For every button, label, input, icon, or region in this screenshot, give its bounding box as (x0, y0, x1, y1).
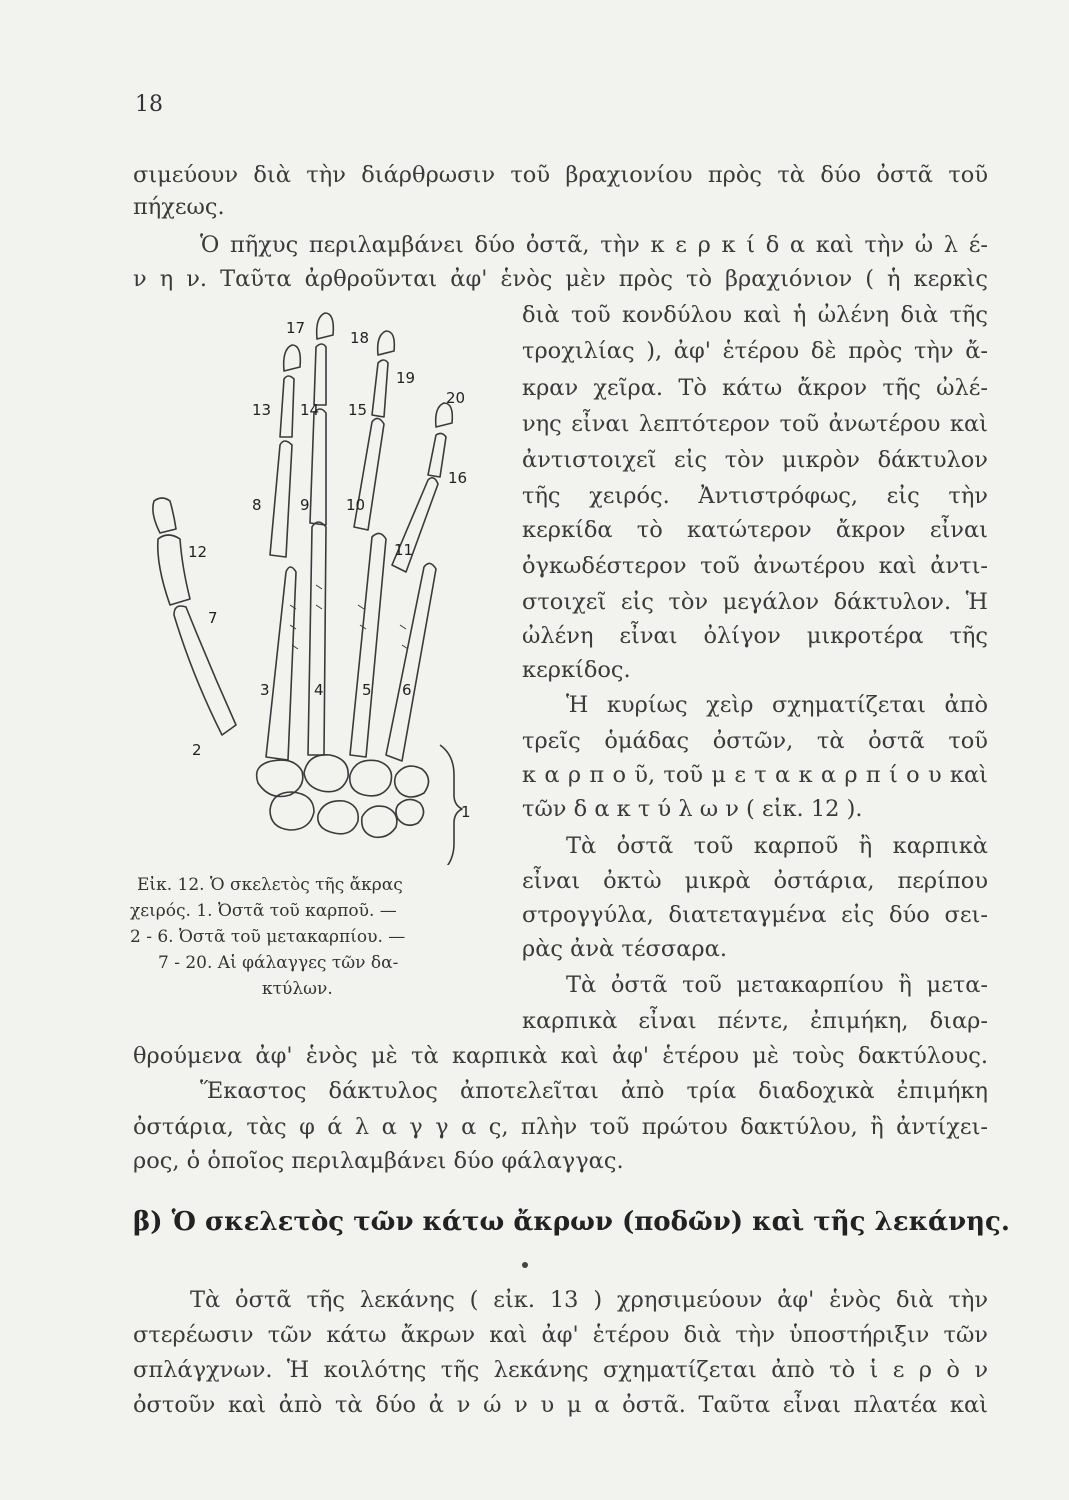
figure-caption-line: χειρός. 1. Ὀστᾶ τοῦ καρποῦ. — (130, 901, 397, 921)
section-heading: β) Ὁ σκελετὸς τῶν κάτω ἄκρων (ποδῶν) καὶ τῆς λεκάνης. (133, 1207, 1010, 1237)
text-line: ὀστοῦν καὶ ἀπὸ τὰ δύο ἀ ν ώ ν υ μ α ὀστᾶ. Ταῦτα εἶναι πλατέα καὶ (133, 1392, 988, 1418)
text-line: ρος, ὁ ὁποῖος περιλαμβάνει δύο φάλαγγας. (133, 1148, 624, 1174)
figure-label: 18 (350, 329, 370, 347)
text-line: τῆς χειρός. Ἀντιστρόφως, εἰς τὴν (522, 483, 988, 509)
figure-label: 3 (260, 681, 270, 699)
text-line: Ἕκαστος δάκτυλος ἀποτελεῖται ἀπὸ τρία διαδοχικὰ ἐπιμήκη (200, 1078, 988, 1104)
text-line: θρούμενα ἀφ' ἑνὸς μὲ τὰ καρπικὰ καὶ ἀφ' ἑτέρου μὲ τοὺς δακτύλους. (133, 1043, 988, 1069)
figure-label: 5 (362, 681, 372, 699)
figure-label: 4 (314, 681, 324, 699)
text-line: κερκίδα τὸ κατώτερον ἄκρον εἶναι (522, 517, 988, 543)
text-line: τροχιλίας ), ἀφ' ἑτέρου δὲ πρὸς τὴν ἄ- (522, 338, 988, 364)
text-line: ὀγκωδέστερον τοῦ ἀνωτέρου καὶ ἀντι- (522, 553, 988, 579)
figure-label: 7 (208, 609, 218, 627)
figure-label: 17 (286, 319, 306, 337)
figure-label: 12 (188, 543, 208, 561)
figure-label: 14 (300, 401, 320, 419)
page-number: 18 (135, 92, 163, 117)
figure-label: 16 (448, 469, 468, 487)
figure-label: 15 (348, 401, 368, 419)
text-line: ὀστάρια, τὰς φ ά λ α γ γ α ς, πλὴν τοῦ πρώτου δακτύλου, ἢ ἀντίχει- (133, 1114, 988, 1140)
text-line: ἀντιστοιχεῖ εἰς τὸν μικρὸν δάκτυλον (522, 447, 988, 473)
hand-skeleton-illustration (140, 305, 490, 865)
figure-caption-line: 7 - 20. Αἱ φάλαγγες τῶν δα- (158, 953, 399, 973)
figure-label: 1 (461, 803, 471, 821)
text-line: σπλάγχνων. Ἡ κοιλότης τῆς λεκάνης σχηματίζεται ἀπὸ τὸ ἱ ε ρ ὸ ν (133, 1357, 988, 1383)
figure-label: 10 (346, 496, 366, 514)
text-line: ν η ν. Ταῦτα ἀρθροῦνται ἀφ' ἑνὸς μὲν πρὸς τὸ βραχιόνιον ( ἡ κερκὶς (133, 266, 988, 292)
figure-label: 6 (402, 681, 412, 699)
text-line: σιμεύουν διὰ τὴν διάρθρωσιν τοῦ βραχιονίου πρὸς τὰ δύο ὀστᾶ τοῦ (133, 162, 988, 188)
text-line: πήχεως. (133, 194, 225, 220)
figure-caption-line: κτύλων. (262, 979, 333, 999)
text-line: εἶναι ὀκτὼ μικρὰ ὀστάρια, περίπου (522, 868, 988, 894)
text-line: ὠλένη εἶναι ὀλίγον μικροτέρα τῆς (522, 623, 988, 649)
text-line: κερκίδος. (522, 657, 631, 683)
figure-label: 2 (192, 741, 202, 759)
text-line: Τὰ ὀστᾶ τῆς λεκάνης ( εἰκ. 13 ) χρησιμεύουν ἀφ' ἑνὸς διὰ τὴν (190, 1287, 988, 1313)
text-line: τῶν δ α κ τ ύ λ ω ν ( εἰκ. 12 ). (522, 796, 863, 822)
figure-label: 13 (252, 401, 272, 419)
figure-label: 20 (446, 389, 466, 407)
figure-label: 19 (396, 369, 416, 387)
text-line: διὰ τοῦ κονδύλου καὶ ἡ ὠλένη διὰ τῆς (522, 302, 988, 328)
text-line: κ α ρ π ο ῦ, τοῦ μ ε τ α κ α ρ π ί ο υ καὶ (522, 762, 988, 788)
text-line: νης εἶναι λεπτότερον τοῦ ἀνωτέρου καὶ (522, 411, 988, 437)
figure-label: 9 (300, 496, 310, 514)
text-line: Ὁ πῆχυς περιλαμβάνει δύο ὀστᾶ, τὴν κ ε ρ κ ί δ α καὶ τὴν ὠ λ έ- (200, 232, 988, 258)
text-line: ρὰς ἀνὰ τέσσαρα. (522, 936, 727, 962)
text-line: τρεῖς ὁμάδας ὀστῶν, τὰ ὀστᾶ τοῦ (522, 728, 988, 754)
text-line: Τὰ ὀστᾶ τοῦ καρποῦ ἢ καρπικὰ (566, 833, 988, 859)
figure-caption-line: 2 - 6. Ὀστᾶ τοῦ μετακαρπίου. — (130, 927, 406, 947)
figure-label: 8 (252, 496, 262, 514)
text-line: καρπικὰ εἶναι πέντε, ἐπιμήκη, διαρ- (522, 1008, 988, 1034)
text-line: στοιχεῖ εἰς τὸν μεγάλον δάκτυλον. Ἡ (522, 589, 988, 615)
text-line: κραν χεῖρα. Τὸ κάτω ἄκρον τῆς ὠλέ- (522, 375, 988, 401)
figure-label: 11 (394, 541, 414, 559)
text-line: στρογγύλα, διατεταγμένα εἰς δύο σει- (522, 902, 988, 928)
text-line: Ἡ κυρίως χεὶρ σχηματίζεται ἀπὸ (566, 692, 988, 718)
figure-caption-line: Εἰκ. 12. Ὁ σκελετὸς τῆς ἄκρας (137, 875, 403, 895)
text-line: Τὰ ὀστᾶ τοῦ μετακαρπίου ἢ μετα- (566, 972, 988, 998)
text-line: στερέωσιν τῶν κάτω ἄκρων καὶ ἀφ' ἑτέρου διὰ τὴν ὑποστήριξιν τῶν (133, 1322, 988, 1348)
ink-dot (522, 1262, 528, 1268)
